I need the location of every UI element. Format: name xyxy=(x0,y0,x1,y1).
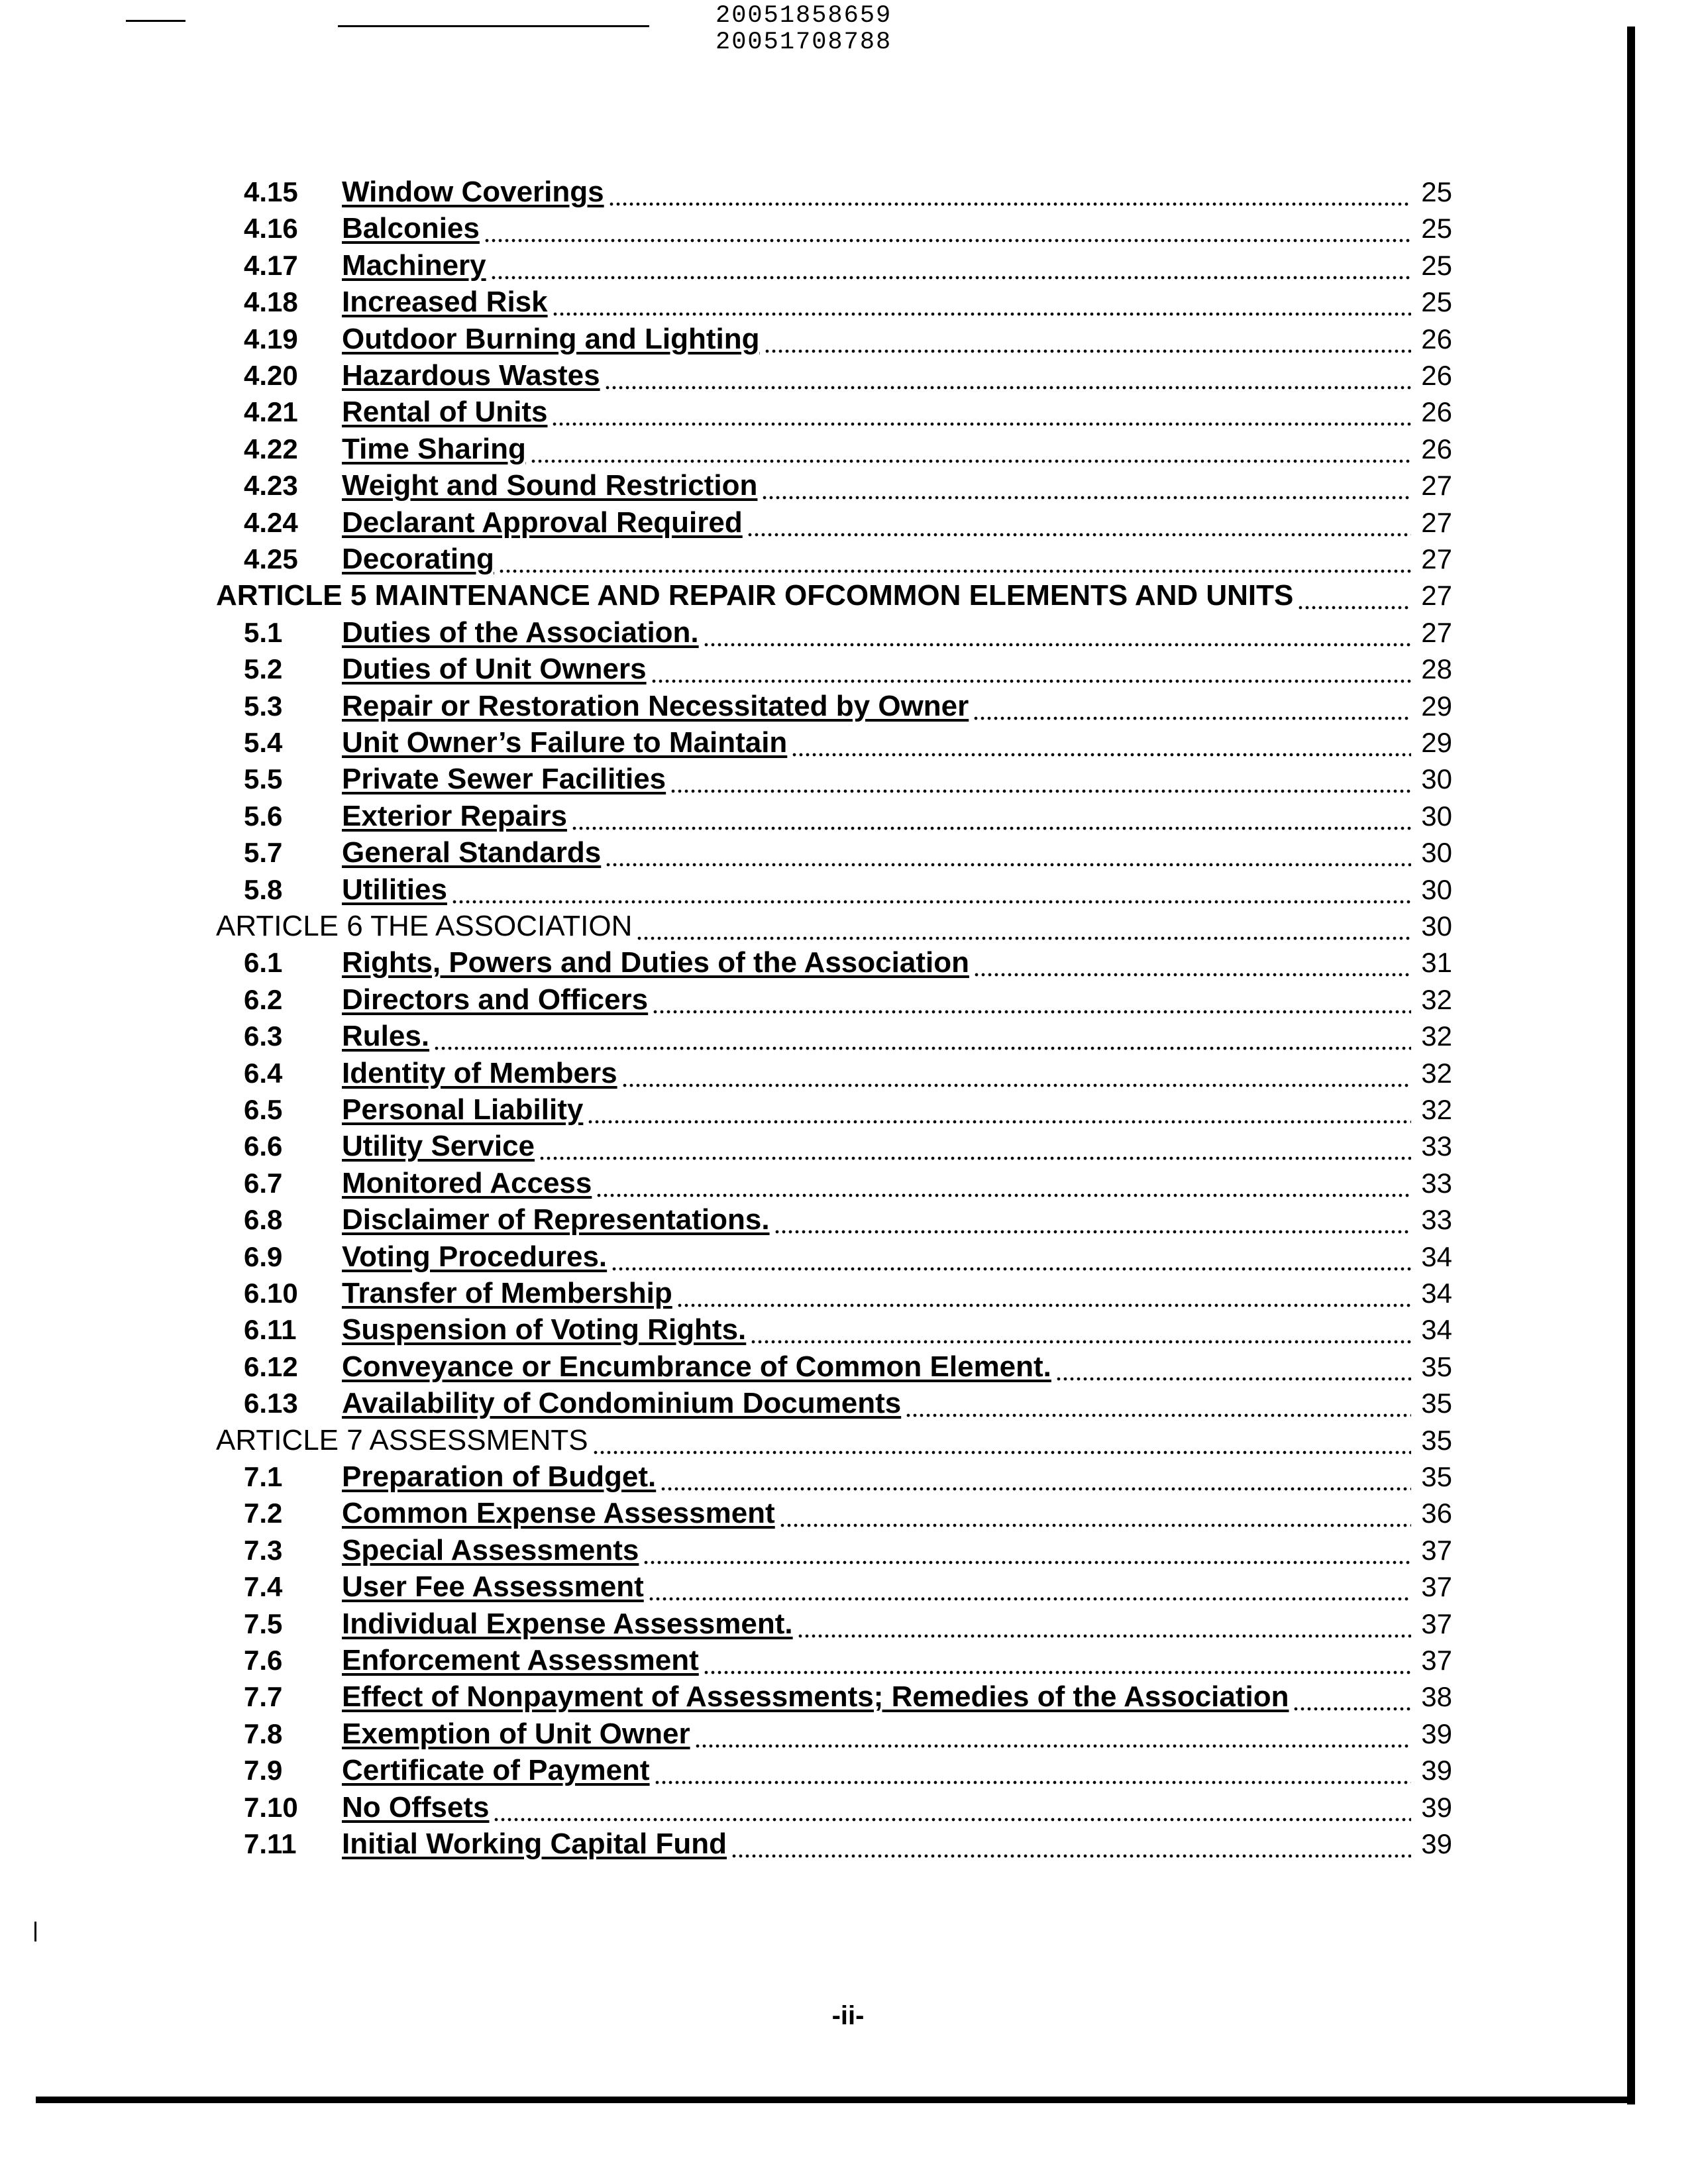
toc-page-number: 30 xyxy=(1421,763,1452,795)
toc-entry xyxy=(342,1055,1452,1091)
toc-section-title: Machinery xyxy=(342,248,486,282)
toc-entry xyxy=(342,1018,1452,1054)
dot-leader xyxy=(552,284,1411,320)
toc-section-title: Outdoor Burning and Lighting xyxy=(342,322,760,355)
toc-entry xyxy=(342,1348,1452,1385)
toc-section-number: 6.8 xyxy=(244,1204,283,1236)
toc-row xyxy=(0,210,1696,246)
toc-section-number: 7.2 xyxy=(244,1498,283,1529)
toc-row xyxy=(0,981,1696,1018)
dot-leader xyxy=(490,247,1411,284)
toc-row xyxy=(0,504,1696,541)
toc-section-title: User Fee Assessment xyxy=(342,1570,644,1604)
toc-section-title: General Standards xyxy=(342,836,602,869)
toc-section-number: 6.3 xyxy=(244,1020,283,1052)
toc-section-number: 6.13 xyxy=(244,1388,298,1419)
toc-page-number: 39 xyxy=(1421,1828,1452,1859)
toc-section-title: Initial Working Capital Fund xyxy=(342,1828,727,1860)
dot-leader xyxy=(608,174,1411,210)
toc-section-title: Individual Expense Assessment. xyxy=(342,1607,793,1640)
toc-section-title: Effect of Nonpayment of Assessments; Remedies of the Association xyxy=(342,1680,1289,1714)
toc-row xyxy=(0,1091,1696,1128)
dot-leader xyxy=(761,467,1411,504)
toc-page-number: 35 xyxy=(1421,1388,1452,1419)
dot-leader xyxy=(433,1018,1411,1054)
toc-section-title: Duties of the Association. xyxy=(342,616,699,649)
toc-entry xyxy=(342,944,1452,981)
toc-section-title: No Offsets xyxy=(342,1790,490,1824)
dot-leader xyxy=(636,908,1411,944)
toc-row xyxy=(0,724,1696,761)
toc-section-title: Availability of Condominium Documents xyxy=(342,1387,902,1420)
toc-page-number: 26 xyxy=(1421,323,1452,355)
dot-leader xyxy=(587,1091,1411,1128)
toc-entry xyxy=(342,688,1452,724)
toc-row xyxy=(0,394,1696,430)
dot-leader xyxy=(592,1422,1411,1458)
toc-row xyxy=(0,1716,1696,1752)
toc-page-number: 35 xyxy=(1421,1424,1452,1456)
toc-page-number: 27 xyxy=(1421,470,1452,502)
toc-section-title: Voting Procedures. xyxy=(342,1240,608,1273)
dot-leader xyxy=(654,1752,1411,1788)
dot-leader xyxy=(703,614,1411,651)
toc-section-number: 4.17 xyxy=(244,249,298,281)
toc-entry xyxy=(216,577,1452,614)
toc-section-number: 6.4 xyxy=(244,1057,283,1089)
dot-leader xyxy=(571,798,1411,834)
dot-leader xyxy=(703,1642,1411,1678)
toc-section-number: 7.3 xyxy=(244,1534,283,1566)
toc-page-number: 25 xyxy=(1421,213,1452,245)
toc-entry xyxy=(342,394,1452,430)
toc-row xyxy=(0,1275,1696,1311)
toc-entry xyxy=(342,614,1452,651)
toc-entry xyxy=(216,908,1452,944)
toc-entry xyxy=(342,1385,1452,1421)
dot-leader xyxy=(484,210,1411,246)
toc-section-title: Monitored Access xyxy=(342,1166,592,1199)
dot-leader xyxy=(596,1165,1411,1201)
dot-leader xyxy=(605,834,1411,871)
toc-section-number: 5.3 xyxy=(244,690,283,722)
toc-entry xyxy=(342,357,1452,394)
toc-row xyxy=(0,1055,1696,1091)
toc-section-number: 7.5 xyxy=(244,1608,283,1639)
toc-page-number: 30 xyxy=(1421,800,1452,832)
dot-leader xyxy=(791,724,1411,761)
toc-page-number: 26 xyxy=(1421,360,1452,391)
toc-row xyxy=(0,1789,1696,1826)
toc-entry xyxy=(342,1606,1452,1642)
toc-row xyxy=(0,1568,1696,1605)
toc-article-title: ARTICLE 5 MAINTENANCE AND REPAIR OFCOMMON ELEMENTS AND UNITS xyxy=(216,579,1294,612)
toc-entry xyxy=(342,1495,1452,1531)
toc-entry xyxy=(342,651,1452,687)
toc-section-title: Duties of Unit Owners xyxy=(342,653,647,686)
toc-section-title: Rights, Powers and Duties of the Association xyxy=(342,946,969,979)
toc-page-number: 33 xyxy=(1421,1130,1452,1162)
dot-leader xyxy=(905,1385,1411,1421)
toc-section-number: 5.4 xyxy=(244,727,283,758)
toc-section-number: 6.12 xyxy=(244,1350,298,1382)
dot-leader xyxy=(652,981,1411,1018)
dot-leader xyxy=(539,1128,1411,1164)
toc-entry xyxy=(342,174,1452,210)
toc-row xyxy=(0,247,1696,284)
toc-row xyxy=(0,1238,1696,1275)
dot-leader xyxy=(1055,1348,1411,1385)
toc-row xyxy=(0,174,1696,210)
toc-row xyxy=(0,1495,1696,1531)
toc-page-number: 34 xyxy=(1421,1314,1452,1346)
toc-section-number: 6.10 xyxy=(244,1278,298,1309)
toc-section-number: 6.11 xyxy=(244,1314,297,1346)
toc-row xyxy=(0,798,1696,834)
toc-section-title: Directors and Officers xyxy=(342,983,649,1016)
toc-section-number: 6.1 xyxy=(244,947,283,979)
toc-page-number: 30 xyxy=(1421,873,1452,905)
toc-article-title: ARTICLE 6 THE ASSOCIATION xyxy=(216,910,633,942)
toc-page-number: 33 xyxy=(1421,1204,1452,1236)
toc-row xyxy=(0,688,1696,724)
dot-leader xyxy=(670,761,1411,797)
toc-row xyxy=(0,1018,1696,1054)
toc-entry xyxy=(342,541,1452,577)
toc-section-number: 4.18 xyxy=(244,286,298,318)
toc-section-title: Time Sharing xyxy=(342,432,526,465)
toc-page-number: 37 xyxy=(1421,1608,1452,1639)
toc-row xyxy=(0,357,1696,394)
dot-leader xyxy=(1297,577,1411,614)
toc-row xyxy=(0,1201,1696,1238)
dot-leader xyxy=(747,504,1411,541)
toc-page-number: 37 xyxy=(1421,1645,1452,1676)
toc-article-title: ARTICLE 7 ASSESSMENTS xyxy=(216,1423,588,1456)
toc-entry xyxy=(342,1128,1452,1164)
toc-section-title: Preparation of Budget. xyxy=(342,1460,657,1493)
toc-section-title: Identity of Members xyxy=(342,1056,617,1089)
toc-page-number: 32 xyxy=(1421,1057,1452,1089)
toc-section-title: Utility Service xyxy=(342,1130,535,1163)
toc-row xyxy=(0,614,1696,651)
toc-section-title: Decorating xyxy=(342,543,494,575)
toc-entry xyxy=(342,1458,1452,1495)
toc-row xyxy=(0,1532,1696,1568)
toc-section-number: 5.1 xyxy=(244,616,283,648)
toc-section-number: 5.7 xyxy=(244,837,283,869)
toc-section-number: 5.6 xyxy=(244,800,283,832)
toc-row xyxy=(0,1385,1696,1421)
toc-section-title: Hazardous Wastes xyxy=(342,359,600,392)
toc-entry xyxy=(342,321,1452,357)
toc-page-number: 32 xyxy=(1421,983,1452,1015)
document-number-stamp xyxy=(716,3,892,56)
toc-row xyxy=(0,284,1696,320)
toc-row xyxy=(0,1642,1696,1678)
toc-entry xyxy=(342,1642,1452,1678)
toc-page-number: 33 xyxy=(1421,1167,1452,1199)
toc-page-number: 39 xyxy=(1421,1718,1452,1749)
toc-section-title: Enforcement Assessment xyxy=(342,1644,699,1676)
toc-page-number: 30 xyxy=(1421,837,1452,869)
toc-row xyxy=(0,944,1696,981)
toc-article-row xyxy=(0,577,1696,614)
toc-section-title: Repair or Restoration Necessitated by Owner xyxy=(342,689,969,722)
document-number-1: 20051858659 xyxy=(716,2,892,30)
toc-page-number: 30 xyxy=(1421,910,1452,942)
dot-leader xyxy=(651,651,1411,687)
toc-section-number: 5.2 xyxy=(244,653,283,685)
toc-section-number: 4.15 xyxy=(244,176,298,207)
dot-leader xyxy=(621,1055,1411,1091)
toc-entry xyxy=(342,467,1452,504)
dot-leader xyxy=(973,688,1411,724)
toc-entry xyxy=(342,1716,1452,1752)
toc-section-title: Window Coverings xyxy=(342,176,604,208)
toc-entry xyxy=(342,1532,1452,1568)
toc-page-number: 36 xyxy=(1421,1498,1452,1529)
toc-section-title: Suspension of Voting Rights. xyxy=(342,1313,747,1346)
toc-page-number: 32 xyxy=(1421,1094,1452,1125)
toc-page-number: 27 xyxy=(1421,616,1452,648)
toc-page-number: 25 xyxy=(1421,249,1452,281)
toc-entry xyxy=(342,724,1452,761)
toc-row xyxy=(0,431,1696,467)
toc-row xyxy=(0,1458,1696,1495)
toc-section-title: Disclaimer of Representations. xyxy=(342,1203,770,1236)
toc-section-number: 4.21 xyxy=(244,396,298,428)
toc-entry xyxy=(342,1568,1452,1605)
toc-row xyxy=(0,1311,1696,1348)
toc-section-number: 4.19 xyxy=(244,323,298,355)
dot-leader xyxy=(676,1275,1411,1311)
toc-entry xyxy=(342,247,1452,284)
toc-row xyxy=(0,1678,1696,1715)
toc-section-number: 4.22 xyxy=(244,433,298,464)
toc-page-number: 29 xyxy=(1421,690,1452,722)
toc-row xyxy=(0,761,1696,797)
toc-entry xyxy=(342,431,1452,467)
toc-section-number: 5.5 xyxy=(244,763,283,795)
toc-entry xyxy=(342,1678,1452,1715)
top-left-rule-short xyxy=(126,20,186,22)
toc-section-number: 4.23 xyxy=(244,470,298,502)
dot-leader xyxy=(731,1826,1411,1862)
toc-section-title: Balconies xyxy=(342,212,480,245)
toc-entry xyxy=(216,1422,1452,1458)
toc-section-number: 6.9 xyxy=(244,1240,283,1272)
toc-entry xyxy=(342,871,1452,908)
toc-section-number: 7.7 xyxy=(244,1681,283,1713)
toc-section-number: 7.4 xyxy=(244,1571,283,1603)
left-edge-mark-1 xyxy=(34,1922,36,1941)
document-number-2: 20051708788 xyxy=(716,28,892,56)
toc-entry xyxy=(342,284,1452,320)
toc-page-number: 32 xyxy=(1421,1020,1452,1052)
top-left-rule-long xyxy=(338,25,649,27)
toc-page-number: 39 xyxy=(1421,1755,1452,1786)
toc-page-number: 27 xyxy=(1421,580,1452,612)
toc-row xyxy=(0,1826,1696,1862)
toc-row xyxy=(0,467,1696,504)
toc-section-title: Exemption of Unit Owner xyxy=(342,1717,690,1750)
toc-section-title: Transfer of Membership xyxy=(342,1277,672,1309)
toc-row xyxy=(0,651,1696,687)
toc-entry xyxy=(342,798,1452,834)
toc-section-title: Declarant Approval Required xyxy=(342,506,743,539)
toc-section-number: 6.6 xyxy=(244,1130,283,1162)
toc-page-number: 37 xyxy=(1421,1534,1452,1566)
toc-section-title: Special Assessments xyxy=(342,1533,639,1566)
toc-section-title: Private Sewer Facilities xyxy=(342,763,666,796)
bottom-page-border xyxy=(36,2097,1635,2103)
toc-row xyxy=(0,1752,1696,1788)
toc-entry xyxy=(342,1238,1452,1275)
toc-row xyxy=(0,1606,1696,1642)
dot-leader xyxy=(750,1311,1411,1348)
toc-page-number: 28 xyxy=(1421,653,1452,685)
toc-page-number: 25 xyxy=(1421,176,1452,207)
toc-section-number: 4.16 xyxy=(244,213,298,245)
toc-section-title: Rules. xyxy=(342,1020,430,1053)
toc-page-number: 35 xyxy=(1421,1350,1452,1382)
dot-leader xyxy=(551,394,1411,430)
toc-entry xyxy=(342,1091,1452,1128)
toc-entry xyxy=(342,504,1452,541)
toc-page-number: 39 xyxy=(1421,1791,1452,1823)
toc-row xyxy=(0,541,1696,577)
toc-section-number: 7.6 xyxy=(244,1645,283,1676)
toc-entry xyxy=(342,1789,1452,1826)
dot-leader xyxy=(498,541,1411,577)
toc-section-number: 7.8 xyxy=(244,1718,283,1749)
toc-page-number: 26 xyxy=(1421,433,1452,464)
toc-row xyxy=(0,1348,1696,1385)
toc-section-title: Exterior Repairs xyxy=(342,799,567,832)
toc-entry xyxy=(342,1165,1452,1201)
dot-leader xyxy=(660,1458,1411,1495)
toc-article-row xyxy=(0,1422,1696,1458)
toc-section-title: Personal Liability xyxy=(342,1093,584,1126)
toc-section-number: 7.9 xyxy=(244,1755,283,1786)
toc-entry xyxy=(342,1826,1452,1862)
dot-leader xyxy=(779,1495,1411,1531)
toc-page-number: 34 xyxy=(1421,1278,1452,1309)
toc-section-number: 6.5 xyxy=(244,1094,283,1125)
toc-entry xyxy=(342,761,1452,797)
dot-leader xyxy=(604,357,1411,394)
toc-page-number: 31 xyxy=(1421,947,1452,979)
toc-section-title: Weight and Sound Restriction xyxy=(342,469,758,502)
toc-entry xyxy=(342,834,1452,871)
toc-section-title: Unit Owner’s Failure to Maintain xyxy=(342,726,788,759)
toc-section-number: 6.2 xyxy=(244,983,283,1015)
toc-page-number: 38 xyxy=(1421,1681,1452,1713)
dot-leader xyxy=(611,1238,1411,1275)
toc-row xyxy=(0,1165,1696,1201)
toc-entry xyxy=(342,981,1452,1018)
toc-page-number: 25 xyxy=(1421,286,1452,318)
toc-page-number: 27 xyxy=(1421,506,1452,538)
dot-leader xyxy=(530,431,1411,467)
toc-section-number: 6.7 xyxy=(244,1167,283,1199)
toc-row xyxy=(0,871,1696,908)
toc-row xyxy=(0,1128,1696,1164)
toc-section-title: Certificate of Payment xyxy=(342,1754,650,1787)
toc-section-title: Common Expense Assessment xyxy=(342,1497,775,1530)
toc-section-number: 5.8 xyxy=(244,873,283,905)
toc-entry xyxy=(342,1201,1452,1238)
toc-article-row xyxy=(0,908,1696,944)
toc-section-number: 7.1 xyxy=(244,1461,283,1492)
toc-entry xyxy=(342,1311,1452,1348)
toc-section-title: Utilities xyxy=(342,873,447,906)
toc-entry xyxy=(342,210,1452,246)
dot-leader xyxy=(797,1606,1411,1642)
dot-leader xyxy=(694,1716,1411,1752)
toc-row xyxy=(0,321,1696,357)
dot-leader xyxy=(648,1568,1411,1605)
page-number-footer: -ii- xyxy=(831,2001,865,2030)
dot-leader xyxy=(764,321,1411,357)
toc-page-number: 35 xyxy=(1421,1461,1452,1492)
toc-row xyxy=(0,834,1696,871)
toc-page-number: 27 xyxy=(1421,543,1452,574)
dot-leader xyxy=(973,944,1411,981)
toc-section-number: 7.11 xyxy=(244,1828,297,1859)
toc-section-number: 4.25 xyxy=(244,543,298,574)
dot-leader xyxy=(451,871,1411,908)
dot-leader xyxy=(774,1201,1411,1238)
toc-section-number: 4.20 xyxy=(244,360,298,391)
toc-page-number: 29 xyxy=(1421,727,1452,758)
toc-section-number: 7.10 xyxy=(244,1791,298,1823)
toc-section-number: 4.24 xyxy=(244,506,298,538)
toc-section-title: Conveyance or Encumbrance of Common Element. xyxy=(342,1350,1051,1383)
toc-section-title: Increased Risk xyxy=(342,286,548,319)
toc-section-title: Rental of Units xyxy=(342,396,548,429)
toc-page-number: 34 xyxy=(1421,1240,1452,1272)
toc-page-number: 26 xyxy=(1421,396,1452,428)
toc-entry xyxy=(342,1275,1452,1311)
dot-leader xyxy=(1293,1678,1411,1715)
dot-leader xyxy=(643,1532,1411,1568)
toc-entry xyxy=(342,1752,1452,1788)
dot-leader xyxy=(493,1789,1411,1826)
toc-page-number: 37 xyxy=(1421,1571,1452,1603)
